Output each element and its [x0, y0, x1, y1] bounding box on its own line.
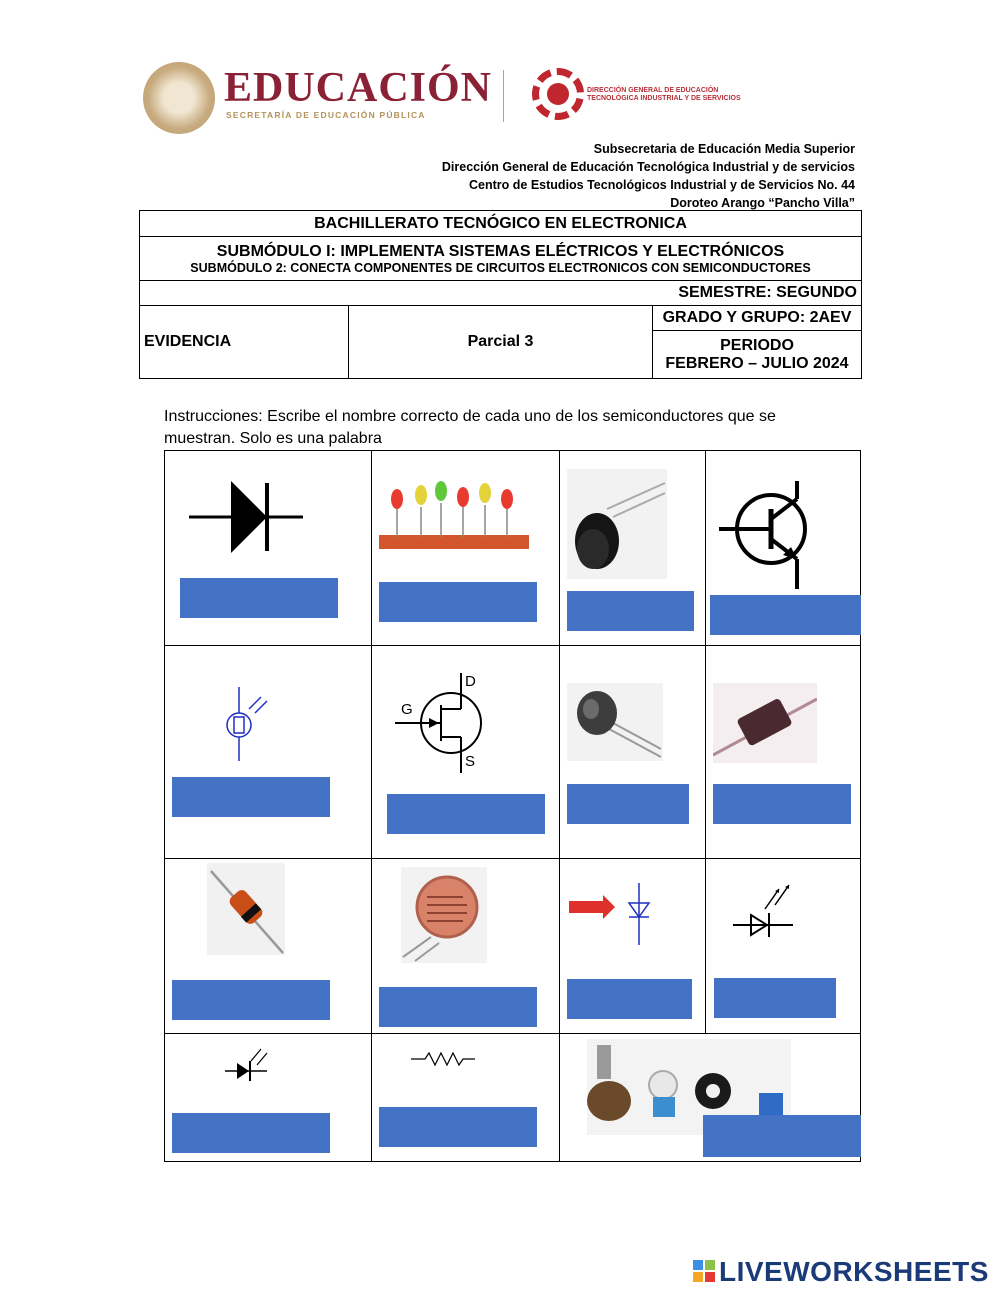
- answer-box[interactable]: [713, 784, 851, 824]
- answer-box[interactable]: [379, 582, 537, 622]
- led-symbol-icon: [731, 877, 795, 943]
- photoresistor-symbol-icon: [219, 687, 273, 761]
- logo-divider: [503, 70, 504, 122]
- answer-box[interactable]: [180, 578, 338, 618]
- group-label: GRADO Y GRUPO: 2AEV: [653, 306, 862, 331]
- header-line-1: Subsecretaria de Educación Media Superior: [593, 142, 855, 156]
- answer-box[interactable]: [703, 1115, 861, 1157]
- answer-box[interactable]: [379, 1107, 537, 1147]
- dgeti-logo-text: DIRECCIÓN GENERAL DE EDUCACIÓN TECNOLÓGICA INDUSTRIAL Y DE SERVICIOS: [587, 87, 741, 102]
- liveworksheets-brand[interactable]: LIVEWORKSHEETS: [719, 1256, 989, 1287]
- resistor-symbol-icon: [411, 1051, 475, 1067]
- answer-box[interactable]: [714, 978, 836, 1018]
- source-label: S: [465, 753, 476, 770]
- partial-label: Parcial 3: [349, 306, 653, 379]
- header-line-4: Doroteo Arango “Pancho Villa”: [670, 196, 855, 210]
- period-cell: [653, 331, 862, 379]
- photodiode-symbol-icon: [569, 883, 653, 945]
- semester: SEMESTRE: SEGUNDO: [140, 281, 862, 306]
- bjt-transistor-symbol-icon: [717, 481, 817, 591]
- submodule-1: SUBMÓDULO I: IMPLEMENTA SISTEMAS ELÉCTRICOS Y ELECTRÓNICOS: [216, 242, 785, 260]
- evidence-label: EVIDENCIA: [140, 306, 349, 379]
- header-line-3: Centro de Estudios Tecnológicos Industrial y de Servicios No. 44: [469, 178, 855, 192]
- educacion-logo-text: EDUCACIÓN: [224, 65, 493, 111]
- answer-box[interactable]: [379, 987, 537, 1027]
- led-symbol-small-icon: [223, 1045, 271, 1085]
- component-grid: [164, 450, 861, 1162]
- answer-box[interactable]: [567, 591, 694, 631]
- gate-label: G: [401, 701, 413, 718]
- diode-photo-icon: [713, 683, 817, 763]
- answer-box[interactable]: [172, 1113, 330, 1153]
- led-photo-icon: [567, 683, 663, 761]
- mosfet-symbol-icon: [393, 669, 493, 775]
- answer-box[interactable]: [387, 794, 545, 834]
- zener-diode-photo-icon: [207, 863, 285, 955]
- answer-box[interactable]: [172, 777, 330, 817]
- answer-box[interactable]: [172, 980, 330, 1020]
- mexico-seal-logo: [143, 62, 215, 134]
- period-label: PERIODO: [720, 336, 794, 354]
- drain-label: D: [465, 673, 476, 690]
- ldr-photo-icon: [401, 867, 487, 963]
- ir-receiver-photo-icon: [567, 469, 667, 579]
- colored-leds-photo-icon: [379, 479, 529, 549]
- diode-symbol-icon: [187, 479, 305, 559]
- sep-logo-subtitle: SECRETARÍA DE EDUCACIÓN PÚBLICA: [226, 110, 426, 120]
- instructions: Instrucciones: Escribe el nombre correcto de cada uno de los semiconductores que se muestran. Solo es una palabra: [164, 408, 776, 447]
- liveworksheets-logo-icon: [693, 1260, 715, 1282]
- header-line-2: Dirección General de Educación Tecnológica Industrial y de servicios: [441, 160, 855, 174]
- answer-box[interactable]: [710, 595, 861, 635]
- answer-box[interactable]: [567, 979, 692, 1019]
- course-info-table: [139, 210, 862, 379]
- submodule-2: SUBMÓDULO 2: CONECTA COMPONENTES DE CIRCUITOS ELECTRONICOS CON SEMICONDUCTORES: [190, 260, 811, 275]
- period-value: FEBRERO – JULIO 2024: [665, 354, 849, 372]
- dgeti-gear-logo: [532, 68, 584, 120]
- answer-box[interactable]: [567, 784, 689, 824]
- course-title: BACHILLERATO TECNÓGICO EN ELECTRONICA: [140, 211, 862, 237]
- submodule-cell: [140, 237, 862, 281]
- institution-header: [442, 140, 855, 212]
